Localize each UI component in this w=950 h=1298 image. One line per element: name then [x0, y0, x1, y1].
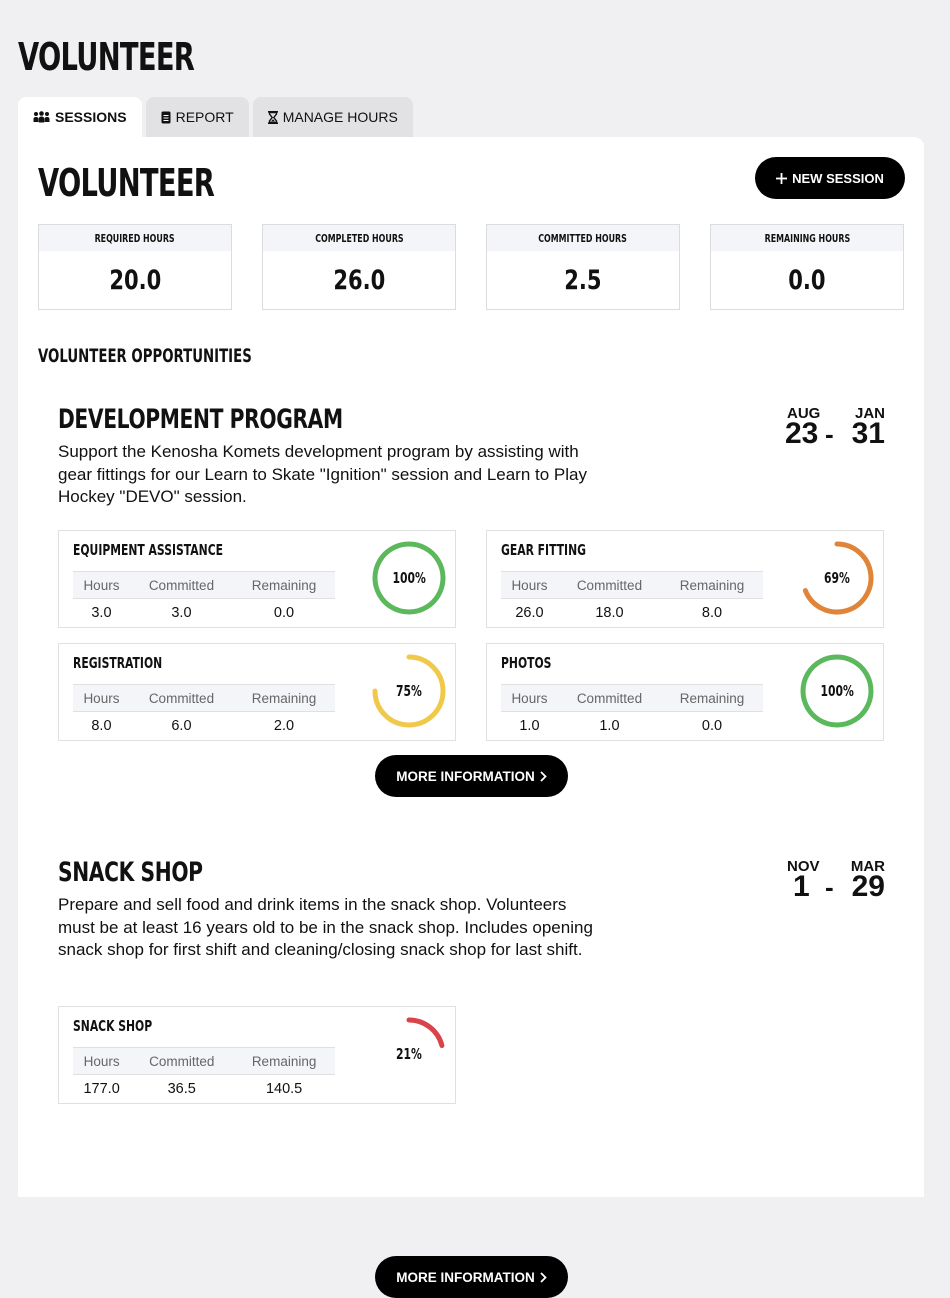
progress-label: 75%	[396, 682, 422, 700]
start-month: AUG	[787, 405, 821, 422]
role-card-registration[interactable]	[58, 643, 456, 741]
cell-committed: 1.0	[599, 717, 620, 734]
col-remaining: Remaining	[661, 685, 763, 712]
col-remaining: Remaining	[233, 572, 335, 599]
opportunity-snack-shop	[58, 857, 885, 1285]
role-card-snack-shop[interactable]	[58, 1006, 456, 1104]
progress-label: 21%	[396, 1045, 422, 1063]
role-hours-table	[501, 571, 763, 627]
start-day: 1	[793, 870, 810, 903]
cell-committed: 6.0	[171, 717, 192, 734]
tab-manage-hours-label: MANAGE HOURS	[282, 109, 398, 125]
cell-remaining: 8.0	[701, 604, 723, 621]
more-information-label: MORE INFORMATION	[396, 1269, 535, 1285]
tab-bar	[18, 97, 413, 137]
tab-report[interactable]	[146, 97, 249, 137]
role-grid	[58, 530, 884, 741]
stat-committed-hours	[486, 224, 680, 310]
start-month: NOV	[787, 858, 820, 875]
role-hours-table	[501, 684, 763, 740]
role-title: PHOTOS	[501, 654, 552, 672]
stat-value: 2.5	[564, 264, 602, 296]
opportunities-heading: VOLUNTEER OPPORTUNITIES	[38, 345, 252, 367]
tab-sessions[interactable]	[18, 97, 142, 137]
col-committed: Committed	[130, 1048, 233, 1075]
cell-remaining: 0.0	[273, 604, 295, 621]
stat-label: REQUIRED HOURS	[94, 231, 176, 245]
col-hours: Hours	[73, 685, 130, 712]
date-separator: -	[825, 872, 834, 902]
end-day: 29	[851, 870, 885, 903]
people-icon	[33, 111, 50, 123]
opportunity-description: Support the Kenosha Komets development program by assisting with gear fittings for our Learn to Skate "Ignition" session and Learn to Play Hockey "DEVO" session.	[58, 442, 587, 506]
cell-committed: 3.0	[171, 604, 192, 621]
role-hours-table	[73, 1047, 335, 1103]
document-icon	[161, 111, 171, 124]
opportunity-title: SNACK SHOP	[58, 857, 203, 888]
opportunity-development-program	[58, 405, 885, 800]
role-title: EQUIPMENT ASSISTANCE	[73, 541, 224, 559]
col-committed: Committed	[558, 572, 661, 599]
col-remaining: Remaining	[233, 685, 335, 712]
end-day: 31	[851, 417, 885, 450]
stat-completed-hours	[262, 224, 456, 310]
more-information-button[interactable]	[375, 755, 568, 797]
hours-summary	[38, 224, 904, 310]
page-title: VOLUNTEER	[18, 35, 195, 79]
chevron-right-icon	[540, 1272, 547, 1283]
cell-remaining: 2.0	[273, 717, 295, 734]
cell-committed: 36.5	[167, 1080, 196, 1097]
new-session-button[interactable]	[755, 157, 905, 199]
end-month: JAN	[854, 405, 885, 422]
stat-required-hours	[38, 224, 232, 310]
stat-remaining-hours	[710, 224, 904, 310]
tab-manage-hours[interactable]	[253, 97, 413, 137]
tab-sessions-label: SESSIONS	[55, 109, 127, 125]
panel-title: VOLUNTEER	[38, 161, 215, 205]
col-hours: Hours	[501, 685, 558, 712]
col-hours: Hours	[73, 1048, 130, 1075]
hourglass-icon	[268, 111, 278, 124]
cell-hours: 8.0	[91, 717, 112, 734]
opportunity-description: Prepare and sell food and drink items in the snack shop. Volunteers must be at least 16 years old to be in the snack shop. Includes opening snack shop for first shift and cleaning/closing snack shop for last shift.	[58, 895, 593, 959]
stat-label: COMMITTED HOURS	[538, 231, 628, 245]
cell-hours: 1.0	[519, 717, 540, 734]
col-hours: Hours	[501, 572, 558, 599]
cell-hours: 3.0	[91, 604, 112, 621]
role-title: SNACK SHOP	[73, 1017, 153, 1035]
col-remaining: Remaining	[233, 1048, 335, 1075]
opportunity-title: DEVELOPMENT PROGRAM	[58, 404, 343, 435]
date-range	[785, 405, 885, 450]
date-separator: -	[825, 419, 834, 449]
stat-value: 26.0	[333, 264, 385, 296]
progress-label: 100%	[392, 569, 426, 587]
new-session-label: NEW SESSION	[792, 170, 884, 186]
more-information-button[interactable]	[375, 1256, 568, 1298]
col-committed: Committed	[558, 685, 661, 712]
stat-value: 0.0	[788, 264, 826, 296]
cell-remaining: 140.5	[265, 1080, 303, 1097]
sessions-panel	[18, 137, 924, 1285]
cell-hours: 26.0	[515, 604, 544, 621]
chevron-right-icon	[540, 771, 547, 782]
col-committed: Committed	[130, 685, 233, 712]
cell-committed: 18.0	[595, 604, 624, 621]
stat-value: 20.0	[109, 264, 161, 296]
col-committed: Committed	[130, 572, 233, 599]
more-information-label: MORE INFORMATION	[396, 768, 535, 784]
stat-label: REMAINING HOURS	[764, 231, 850, 245]
role-card-equipment-assistance[interactable]	[58, 530, 456, 628]
role-hours-table	[73, 684, 335, 740]
start-day: 23	[785, 417, 819, 450]
role-title: GEAR FITTING	[501, 541, 586, 559]
col-hours: Hours	[73, 572, 130, 599]
col-remaining: Remaining	[661, 572, 763, 599]
role-hours-table	[73, 571, 335, 627]
date-range	[785, 858, 885, 903]
role-grid	[58, 1006, 884, 1104]
role-card-gear-fitting[interactable]	[486, 530, 884, 628]
end-month: MAR	[850, 858, 885, 875]
cell-hours: 177.0	[83, 1080, 120, 1097]
stat-label: COMPLETED HOURS	[314, 231, 404, 245]
progress-label: 69%	[824, 569, 850, 587]
progress-label: 100%	[820, 682, 854, 700]
cell-remaining: 0.0	[701, 717, 723, 734]
tab-report-label: REPORT	[175, 109, 234, 125]
plus-icon	[776, 173, 787, 184]
role-card-photos[interactable]	[486, 643, 884, 741]
role-title: REGISTRATION	[73, 654, 163, 672]
